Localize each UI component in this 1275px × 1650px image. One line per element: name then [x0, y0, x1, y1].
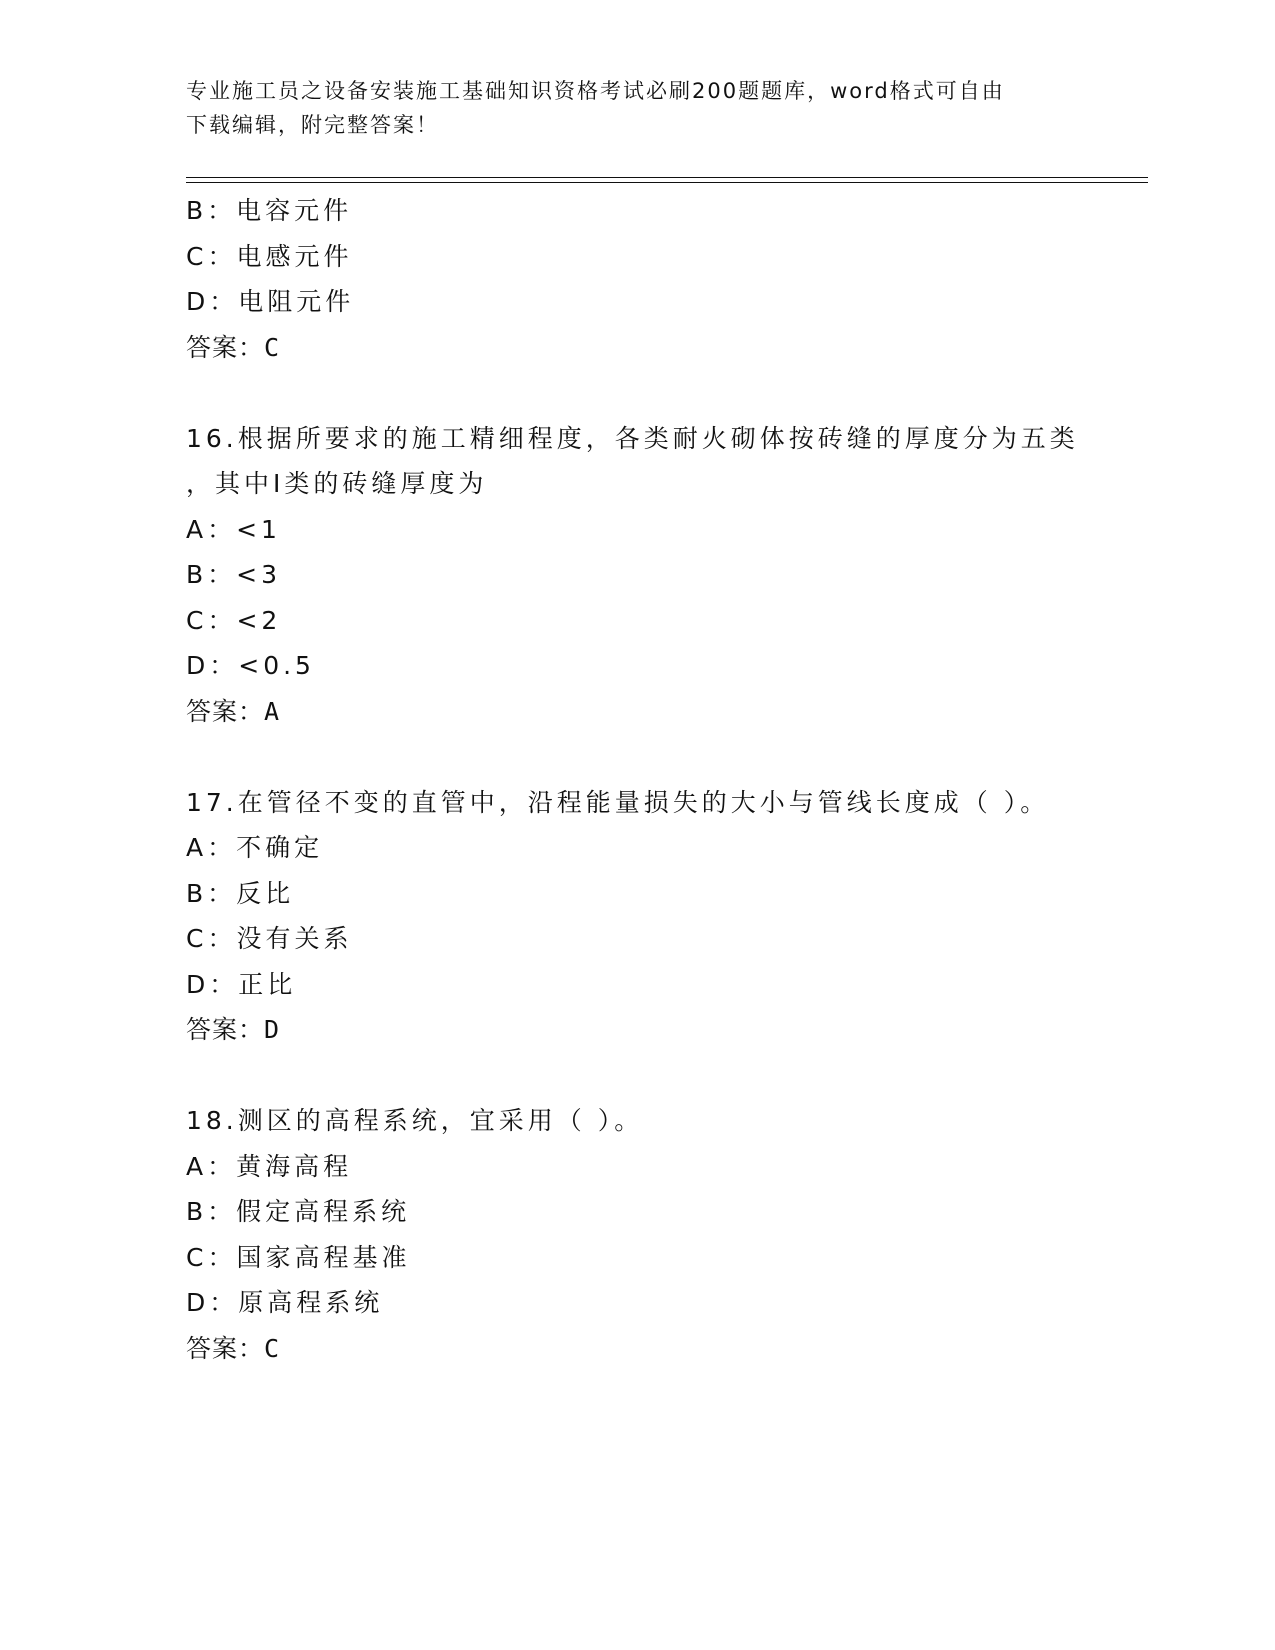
answer: 答案：C: [186, 1333, 281, 1363]
option-c: C：没有关系: [186, 924, 353, 953]
option-c: C：<2: [186, 605, 282, 635]
question-list: [186, 188, 1086, 1371]
answer: 答案：D: [186, 1015, 281, 1044]
option-c: C：国家高程基准: [186, 1242, 411, 1272]
option-d: D：电阻元件: [186, 287, 355, 316]
answer: 答案：C: [186, 332, 281, 362]
header-line-2: 下载编辑，附完整答案！: [186, 113, 439, 137]
option-d: D：原高程系统: [186, 1288, 384, 1317]
option-b: B：假定高程系统: [186, 1197, 411, 1226]
question-stem-line-2: ，其中Ⅰ类的砖缝厚度为: [186, 469, 488, 498]
header-divider-bottom: [186, 182, 1148, 183]
answer: 答案：A: [186, 696, 281, 726]
document-header: [186, 74, 1086, 142]
option-b: B：<3: [186, 560, 282, 589]
option-a: A：黄海高程: [186, 1151, 353, 1181]
question-stem-line-1: 16.根据所要求的施工精细程度，各类耐火砌体按砖缝的厚度分为五类: [186, 423, 1079, 453]
question-17: [186, 780, 1086, 1053]
header-line-1: 专业施工员之设备安装施工基础知识资格考试必刷200题题库，word格式可自由: [186, 79, 1005, 103]
option-a: A：<1: [186, 514, 281, 544]
option-b: B：反比: [186, 878, 295, 908]
question-16: [186, 416, 1086, 735]
option-a: A：不确定: [186, 833, 324, 862]
question-15-continued: [186, 188, 1086, 370]
question-stem: 17.在管径不变的直管中，沿程能量损失的大小与管线长度成（ ）。: [186, 787, 1050, 817]
question-18: [186, 1098, 1086, 1371]
question-stem: 18.测区的高程系统，宜采用（ ）。: [186, 1106, 644, 1135]
option-d: D：正比: [186, 969, 297, 999]
option-d: D：<0.5: [186, 651, 315, 680]
header-divider-top: [186, 177, 1148, 178]
option-c: C：电感元件: [186, 241, 353, 271]
option-b: B：电容元件: [186, 196, 353, 225]
